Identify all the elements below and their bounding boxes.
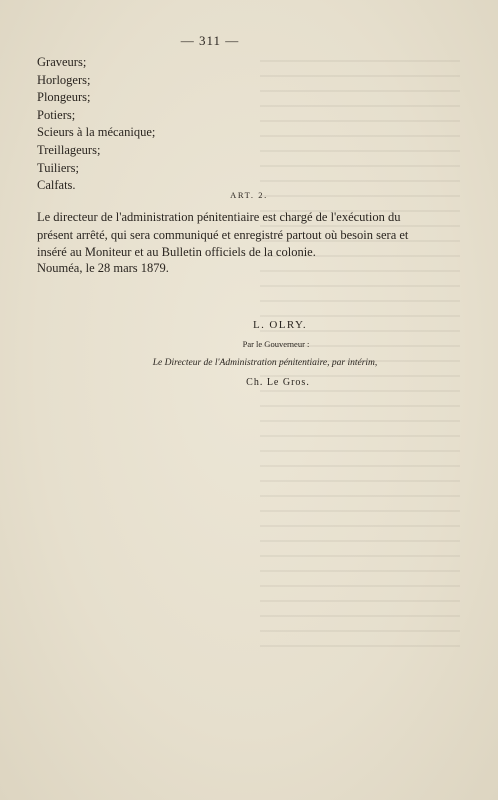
list-item: Treillageurs; bbox=[37, 142, 101, 157]
list-item: Tuiliers; bbox=[37, 160, 79, 175]
list-item: Calfats. bbox=[37, 178, 76, 193]
page-number: — 311 — bbox=[180, 33, 240, 48]
list-item: Scieurs à la mécanique; bbox=[37, 125, 156, 140]
signature-name: L. OLRY. bbox=[252, 319, 308, 331]
signature-countersign: Ch. Le Gros. bbox=[246, 377, 310, 388]
list-item: Plongeurs; bbox=[37, 90, 91, 105]
list-item: Potiers; bbox=[37, 107, 76, 122]
list-item: Horlogers; bbox=[37, 72, 91, 87]
article-paragraph: Le directeur de l'administration pénitentiaire est chargé de l'exécution du présent arrêté, qui sera communiqué et enregistré partout où besoin sera et inséré au Moniteur et au Bulletin officiels de la colonie. bbox=[37, 210, 409, 259]
signature-par-le-gouverneur: Par le Gouverneur : bbox=[242, 339, 310, 349]
list-item: Graveurs; bbox=[37, 55, 87, 69]
article-heading: ART. 2. bbox=[230, 190, 268, 200]
signature-directeur: Le Directeur de l'Administration pénitentiaire, par intérim, bbox=[152, 358, 378, 368]
date-line: Nouméa, le 28 mars 1879. bbox=[37, 261, 169, 275]
trades-list bbox=[37, 54, 155, 195]
